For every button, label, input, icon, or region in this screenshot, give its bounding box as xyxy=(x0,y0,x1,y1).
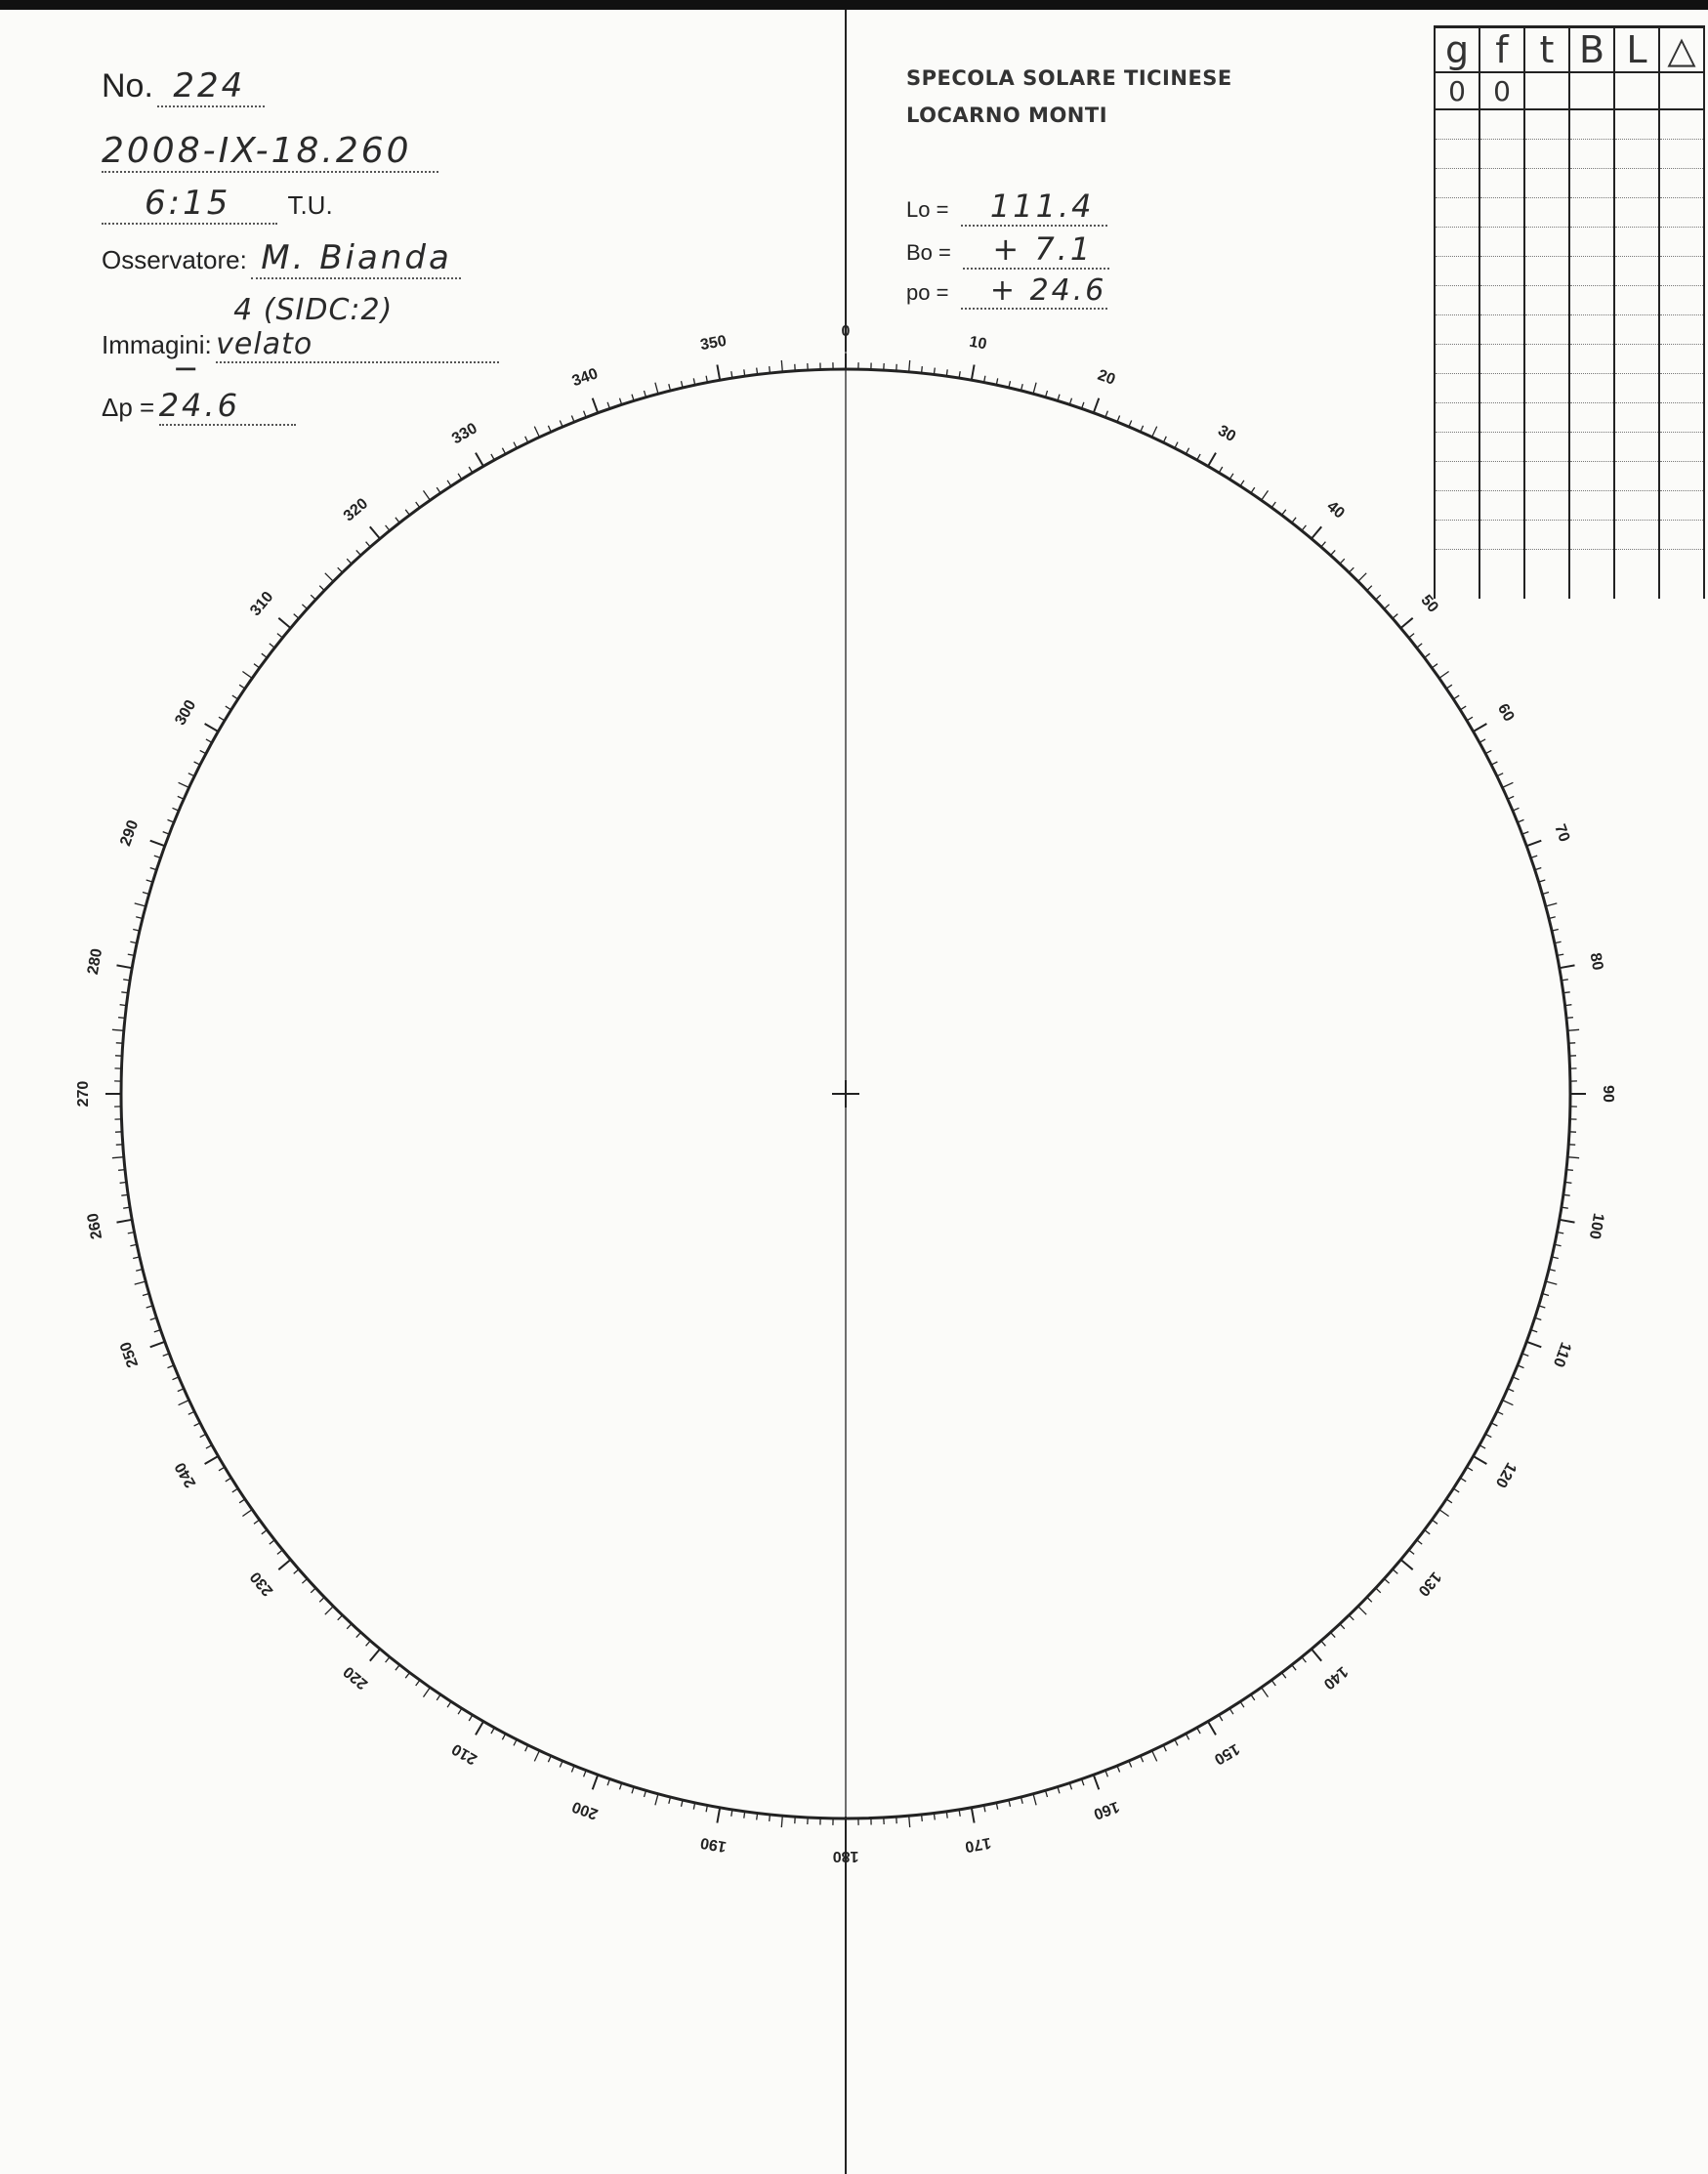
dial-tick xyxy=(1425,653,1431,657)
dial-tick xyxy=(1321,542,1326,547)
dial-label-50: 50 xyxy=(1417,592,1441,616)
dial-tick xyxy=(1367,586,1372,591)
dial-tick xyxy=(744,369,745,376)
dial-tick xyxy=(502,448,505,454)
col-header-L: L xyxy=(1614,27,1659,73)
dial-tick xyxy=(278,618,290,628)
dial-tick xyxy=(319,1597,324,1602)
L0-value: 111.4 xyxy=(989,188,1095,225)
dial-tick xyxy=(1546,1281,1558,1284)
dial-label-10: 10 xyxy=(968,333,988,354)
dial-tick xyxy=(370,526,380,538)
L0-label: Lo = xyxy=(906,197,949,222)
dial-tick xyxy=(934,1814,935,1820)
dial-tick xyxy=(226,706,231,710)
dial-tick xyxy=(278,1560,290,1569)
dial-tick xyxy=(437,487,440,493)
dial-tick xyxy=(179,1401,189,1405)
dial-label-110: 110 xyxy=(1549,1339,1574,1369)
dial-tick xyxy=(1384,1579,1389,1584)
dial-tick xyxy=(437,1694,440,1700)
dial-tick xyxy=(1152,1751,1157,1762)
dial-label-210: 210 xyxy=(449,1739,480,1768)
cell-g[interactable]: 0 xyxy=(1435,72,1479,109)
dial-tick xyxy=(1467,717,1473,721)
dial-tick xyxy=(1312,526,1321,538)
dial-tick xyxy=(1400,618,1412,628)
dial-label-90: 90 xyxy=(1599,1085,1616,1103)
col-header-triangle: △ xyxy=(1659,27,1704,73)
dial-tick xyxy=(319,586,324,591)
dial-tick xyxy=(770,366,771,373)
images-label: Immagini: xyxy=(102,330,212,359)
dial-tick xyxy=(1208,453,1216,467)
dial-tick xyxy=(1367,1597,1372,1602)
dial-tick xyxy=(179,782,189,787)
dial-tick xyxy=(1485,1434,1491,1437)
dial-label-310: 310 xyxy=(247,588,277,620)
dial-tick xyxy=(194,762,200,765)
dial-tick xyxy=(1453,1488,1459,1492)
dial-label-290: 290 xyxy=(117,817,143,849)
dial-tick xyxy=(1439,1510,1449,1517)
col-header-B: B xyxy=(1569,27,1614,73)
dial-tick xyxy=(1094,398,1100,413)
dial-label-150: 150 xyxy=(1211,1739,1242,1768)
images-value: 4 (SIDC:2) velato xyxy=(216,293,394,361)
dial-tick xyxy=(325,1607,334,1615)
dial-tick xyxy=(909,1816,910,1827)
dial-tick xyxy=(514,442,517,448)
dial-tick xyxy=(1262,490,1269,500)
dial-tick xyxy=(1567,1029,1579,1030)
dial-tick xyxy=(1565,1182,1572,1183)
dial-tick xyxy=(476,453,483,467)
dial-tick xyxy=(909,360,910,372)
dial-tick xyxy=(205,724,219,732)
dp-label: Δp = xyxy=(102,393,155,422)
dial-label-330: 330 xyxy=(449,420,480,448)
dial-tick xyxy=(717,1808,720,1823)
dial-tick xyxy=(502,1734,505,1739)
dial-tick xyxy=(1409,634,1415,638)
dial-label-320: 320 xyxy=(340,495,372,525)
dial-tick xyxy=(1349,1615,1354,1620)
dial-tick xyxy=(1251,487,1255,493)
dial-tick xyxy=(1479,739,1485,742)
dial-tick xyxy=(386,1657,390,1663)
dial-tick xyxy=(1546,903,1558,906)
B0-label: Bo = xyxy=(906,240,951,265)
dial-tick xyxy=(458,1708,462,1714)
dial-tick xyxy=(1340,1624,1345,1629)
dial-tick xyxy=(1432,664,1437,668)
dial-tick xyxy=(338,567,343,572)
dial-tick xyxy=(1219,467,1223,473)
dial-tick xyxy=(1474,1456,1487,1464)
dial-tick xyxy=(525,1745,528,1751)
dial-tick xyxy=(405,1673,409,1679)
dial-label-200: 200 xyxy=(569,1797,601,1822)
dial-tick xyxy=(534,1751,539,1762)
dial-tick xyxy=(396,1665,399,1671)
number-value: 224 xyxy=(173,66,246,105)
dial-tick xyxy=(1566,1018,1573,1019)
B0-value: + 7.1 xyxy=(992,230,1094,268)
dial-tick xyxy=(1376,595,1381,600)
dial-tick xyxy=(1409,1550,1415,1554)
dial-tick xyxy=(1229,1708,1233,1714)
observatory-line-1: SPECOLA SOLARE TICINESE xyxy=(906,66,1232,90)
dial-tick xyxy=(476,1722,483,1735)
dial-tick xyxy=(1439,672,1449,679)
dial-tick xyxy=(1563,1194,1570,1195)
dial-label-20: 20 xyxy=(1095,366,1118,389)
dial-tick xyxy=(1175,442,1178,448)
dial-tick xyxy=(1186,448,1188,454)
dial-tick xyxy=(1526,1342,1541,1348)
dial-tick xyxy=(770,1815,771,1821)
dial-tick xyxy=(188,773,194,776)
observer-label: Osservatore: xyxy=(102,245,247,274)
dial-label-160: 160 xyxy=(1091,1797,1122,1822)
dial-tick xyxy=(1491,762,1497,765)
dial-tick xyxy=(1566,1170,1573,1171)
dial-tick xyxy=(254,664,260,668)
dial-tick xyxy=(1331,550,1336,555)
dial-tick xyxy=(120,1005,127,1006)
dial-tick xyxy=(150,841,165,847)
dial-tick xyxy=(270,644,275,648)
dial-tick xyxy=(150,1342,165,1348)
dial-tick xyxy=(1446,1499,1452,1503)
dial-tick xyxy=(1349,567,1354,572)
dial-tick xyxy=(1460,1478,1466,1482)
dial-tick xyxy=(934,368,935,375)
dial-label-220: 220 xyxy=(340,1662,372,1693)
dial-tick xyxy=(1497,1411,1503,1414)
dial-tick xyxy=(1240,1701,1244,1707)
dial-tick xyxy=(1497,773,1503,776)
dial-label-0: 0 xyxy=(841,323,851,341)
dial-tick xyxy=(1292,518,1296,523)
dial-tick xyxy=(120,1182,127,1183)
dial-tick xyxy=(294,614,299,619)
dial-tick xyxy=(1282,510,1286,516)
dial-tick xyxy=(1491,1423,1497,1426)
dial-tick xyxy=(366,1641,371,1646)
dial-label-30: 30 xyxy=(1215,422,1239,446)
dial-tick xyxy=(219,1467,225,1471)
dial-label-100: 100 xyxy=(1585,1211,1607,1241)
dial-tick xyxy=(781,360,782,372)
dial-tick xyxy=(1446,685,1452,689)
dial-tick xyxy=(946,369,947,376)
dial-tick xyxy=(458,474,462,480)
dial-tick xyxy=(1563,992,1570,993)
dial-tick xyxy=(717,365,720,381)
dial-tick xyxy=(356,1632,361,1637)
dial-tick xyxy=(302,1579,307,1584)
dial-tick xyxy=(1152,427,1157,438)
dial-tick xyxy=(1094,1775,1100,1789)
dial-label-230: 230 xyxy=(247,1568,277,1600)
dial-tick xyxy=(534,427,539,438)
dial-tick xyxy=(1271,1680,1275,1686)
dial-tick xyxy=(757,368,758,375)
dial-tick xyxy=(1271,502,1275,508)
dial-tick xyxy=(655,1794,658,1806)
dial-tick xyxy=(1240,481,1244,486)
observatory-line-2: LOCARNO MONTI xyxy=(906,104,1108,127)
dial-tick xyxy=(254,1520,260,1524)
dial-tick xyxy=(277,634,283,638)
dial-tick xyxy=(205,1456,219,1464)
dial-tick xyxy=(447,481,451,486)
cell-f[interactable]: 0 xyxy=(1479,72,1524,109)
dial-tick xyxy=(1485,750,1491,753)
dial-tick xyxy=(1321,1641,1326,1646)
dial-tick xyxy=(1163,437,1166,442)
dial-tick xyxy=(242,672,252,679)
dial-tick xyxy=(922,366,923,373)
dial-tick xyxy=(112,1029,124,1030)
dial-tick xyxy=(188,1411,194,1414)
p0-value: + 24.6 xyxy=(989,273,1107,308)
dial-tick xyxy=(1282,1673,1286,1679)
dial-label-250: 250 xyxy=(117,1339,143,1370)
dial-tick xyxy=(1384,605,1389,609)
dial-tick xyxy=(1340,559,1345,564)
dial-tick xyxy=(1567,1157,1579,1158)
dial-tick xyxy=(1467,1467,1473,1471)
dial-label-260: 260 xyxy=(84,1211,106,1241)
dial-tick xyxy=(1503,782,1514,787)
dial-label-40: 40 xyxy=(1323,498,1348,523)
dial-label-350: 350 xyxy=(698,332,729,355)
dial-label-300: 300 xyxy=(172,697,200,729)
observer-value: M. Bianda xyxy=(261,238,452,277)
dial-tick xyxy=(514,1739,517,1745)
dial-tick xyxy=(744,1812,745,1819)
dial-tick xyxy=(1526,841,1541,847)
dial-tick xyxy=(1197,1728,1200,1734)
date-value: 2008-IX-18.260 xyxy=(102,131,412,171)
dial-label-170: 170 xyxy=(963,1833,993,1856)
dial-tick xyxy=(1358,1607,1367,1615)
dial-tick xyxy=(1175,1739,1178,1745)
dial-tick xyxy=(1393,614,1397,619)
dial-tick xyxy=(219,717,225,721)
dial-tick xyxy=(1474,724,1487,732)
dial-tick xyxy=(242,1510,252,1517)
dial-tick xyxy=(416,1680,420,1686)
dial-tick xyxy=(1331,1632,1336,1637)
dial-tick xyxy=(593,398,599,413)
dial-label-180: 180 xyxy=(832,1847,859,1864)
dial-tick xyxy=(1358,573,1367,582)
dial-tick xyxy=(1197,454,1200,460)
col-header-g: g xyxy=(1435,27,1479,73)
dial-tick xyxy=(424,490,431,500)
dial-tick xyxy=(1479,1445,1485,1448)
dial-tick xyxy=(347,1624,352,1629)
dial-tick xyxy=(206,1445,212,1448)
dial-tick xyxy=(1503,1401,1514,1405)
dial-tick xyxy=(946,1812,947,1819)
dial-label-270: 270 xyxy=(75,1080,93,1108)
dial-tick xyxy=(194,1423,200,1426)
dial-tick xyxy=(262,653,268,657)
dial-tick xyxy=(121,992,128,993)
col-header-t: t xyxy=(1524,27,1569,73)
dial-tick xyxy=(1186,1734,1188,1739)
col-header-f: f xyxy=(1479,27,1524,73)
dial-tick xyxy=(356,550,361,555)
dial-tick xyxy=(200,1434,206,1437)
dial-tick xyxy=(117,965,133,968)
dial-tick xyxy=(338,1615,343,1620)
dial-tick xyxy=(118,1018,125,1019)
dial-tick xyxy=(325,573,334,582)
dial-tick xyxy=(270,1540,275,1544)
dial-label-120: 120 xyxy=(1491,1459,1520,1490)
dial-label-280: 280 xyxy=(84,946,106,977)
dial-tick xyxy=(239,685,245,689)
dp-value: − 24.6 xyxy=(158,350,240,424)
dial-tick xyxy=(262,1530,268,1534)
dial-tick xyxy=(1208,1722,1216,1735)
dial-tick xyxy=(239,1499,245,1503)
dial-tick xyxy=(112,1157,124,1158)
dial-tick xyxy=(117,1220,133,1223)
dial-tick xyxy=(1417,644,1423,648)
dial-label-60: 60 xyxy=(1493,700,1518,725)
dial-tick xyxy=(1229,474,1233,480)
dial-tick xyxy=(1425,1530,1431,1534)
dial-tick xyxy=(1565,1005,1572,1006)
dial-tick xyxy=(232,695,238,699)
dial-tick xyxy=(1417,1540,1423,1544)
dial-tick xyxy=(347,559,352,564)
dial-label-140: 140 xyxy=(1319,1662,1352,1693)
dial-tick xyxy=(118,1170,125,1171)
dial-tick xyxy=(1376,1588,1381,1593)
dial-tick xyxy=(1432,1520,1437,1524)
dial-tick xyxy=(311,595,315,600)
dial-tick xyxy=(447,1701,451,1707)
dial-tick xyxy=(302,605,307,609)
dial-label-70: 70 xyxy=(1551,821,1573,845)
dial-tick xyxy=(277,1550,283,1554)
dial-tick xyxy=(1560,1220,1575,1223)
p0-label: po = xyxy=(906,280,949,305)
dial-tick xyxy=(1560,965,1575,968)
dial-tick xyxy=(593,1775,599,1789)
dial-tick xyxy=(294,1569,299,1574)
dial-tick xyxy=(469,1715,473,1721)
dial-tick xyxy=(226,1478,231,1482)
dial-tick xyxy=(200,750,206,753)
dial-tick xyxy=(655,383,658,395)
dial-tick xyxy=(396,518,399,523)
dial-tick xyxy=(1312,1649,1321,1660)
dial-tick xyxy=(1393,1569,1397,1574)
dial-tick xyxy=(1453,695,1459,699)
dial-tick xyxy=(491,1728,494,1734)
dial-tick xyxy=(1033,1794,1036,1806)
dial-tick xyxy=(370,1649,380,1660)
dial-tick xyxy=(386,525,390,531)
number-label: No. xyxy=(102,67,153,105)
dial-tick xyxy=(972,1808,975,1823)
dial-label-340: 340 xyxy=(569,365,601,391)
dial-label-130: 130 xyxy=(1414,1568,1444,1600)
dial-tick xyxy=(972,365,975,381)
dial-tick xyxy=(135,903,146,906)
dial-tick xyxy=(491,454,494,460)
dial-tick xyxy=(525,437,528,442)
dial-tick xyxy=(416,502,420,508)
dial-tick xyxy=(469,467,473,473)
time-unit: T.U. xyxy=(287,190,333,220)
dial-tick xyxy=(1033,383,1036,395)
dial-tick xyxy=(206,739,212,742)
dial-tick xyxy=(1400,1560,1412,1569)
dial-tick xyxy=(1292,1665,1296,1671)
dial-tick xyxy=(1460,706,1466,710)
dial-label-240: 240 xyxy=(172,1459,200,1490)
dial-tick xyxy=(1302,525,1306,531)
dial-tick xyxy=(366,542,371,547)
dial-tick xyxy=(424,1688,431,1697)
dial-tick xyxy=(1251,1694,1255,1700)
time-value: 6:15 xyxy=(145,184,231,223)
dial-tick xyxy=(311,1588,315,1593)
dial-tick xyxy=(781,1816,782,1827)
dial-tick xyxy=(922,1815,923,1821)
dial-tick xyxy=(232,1488,238,1492)
dial-label-80: 80 xyxy=(1586,951,1606,972)
dial-label-190: 190 xyxy=(698,1833,729,1856)
dial-tick xyxy=(405,510,409,516)
dial-tick xyxy=(135,1281,146,1284)
dial-tick xyxy=(1219,1715,1223,1721)
dial-tick xyxy=(1302,1657,1306,1663)
dial-tick xyxy=(121,1194,128,1195)
dial-tick xyxy=(1262,1688,1269,1697)
dial-tick xyxy=(1163,1745,1166,1751)
dial-tick xyxy=(757,1814,758,1820)
